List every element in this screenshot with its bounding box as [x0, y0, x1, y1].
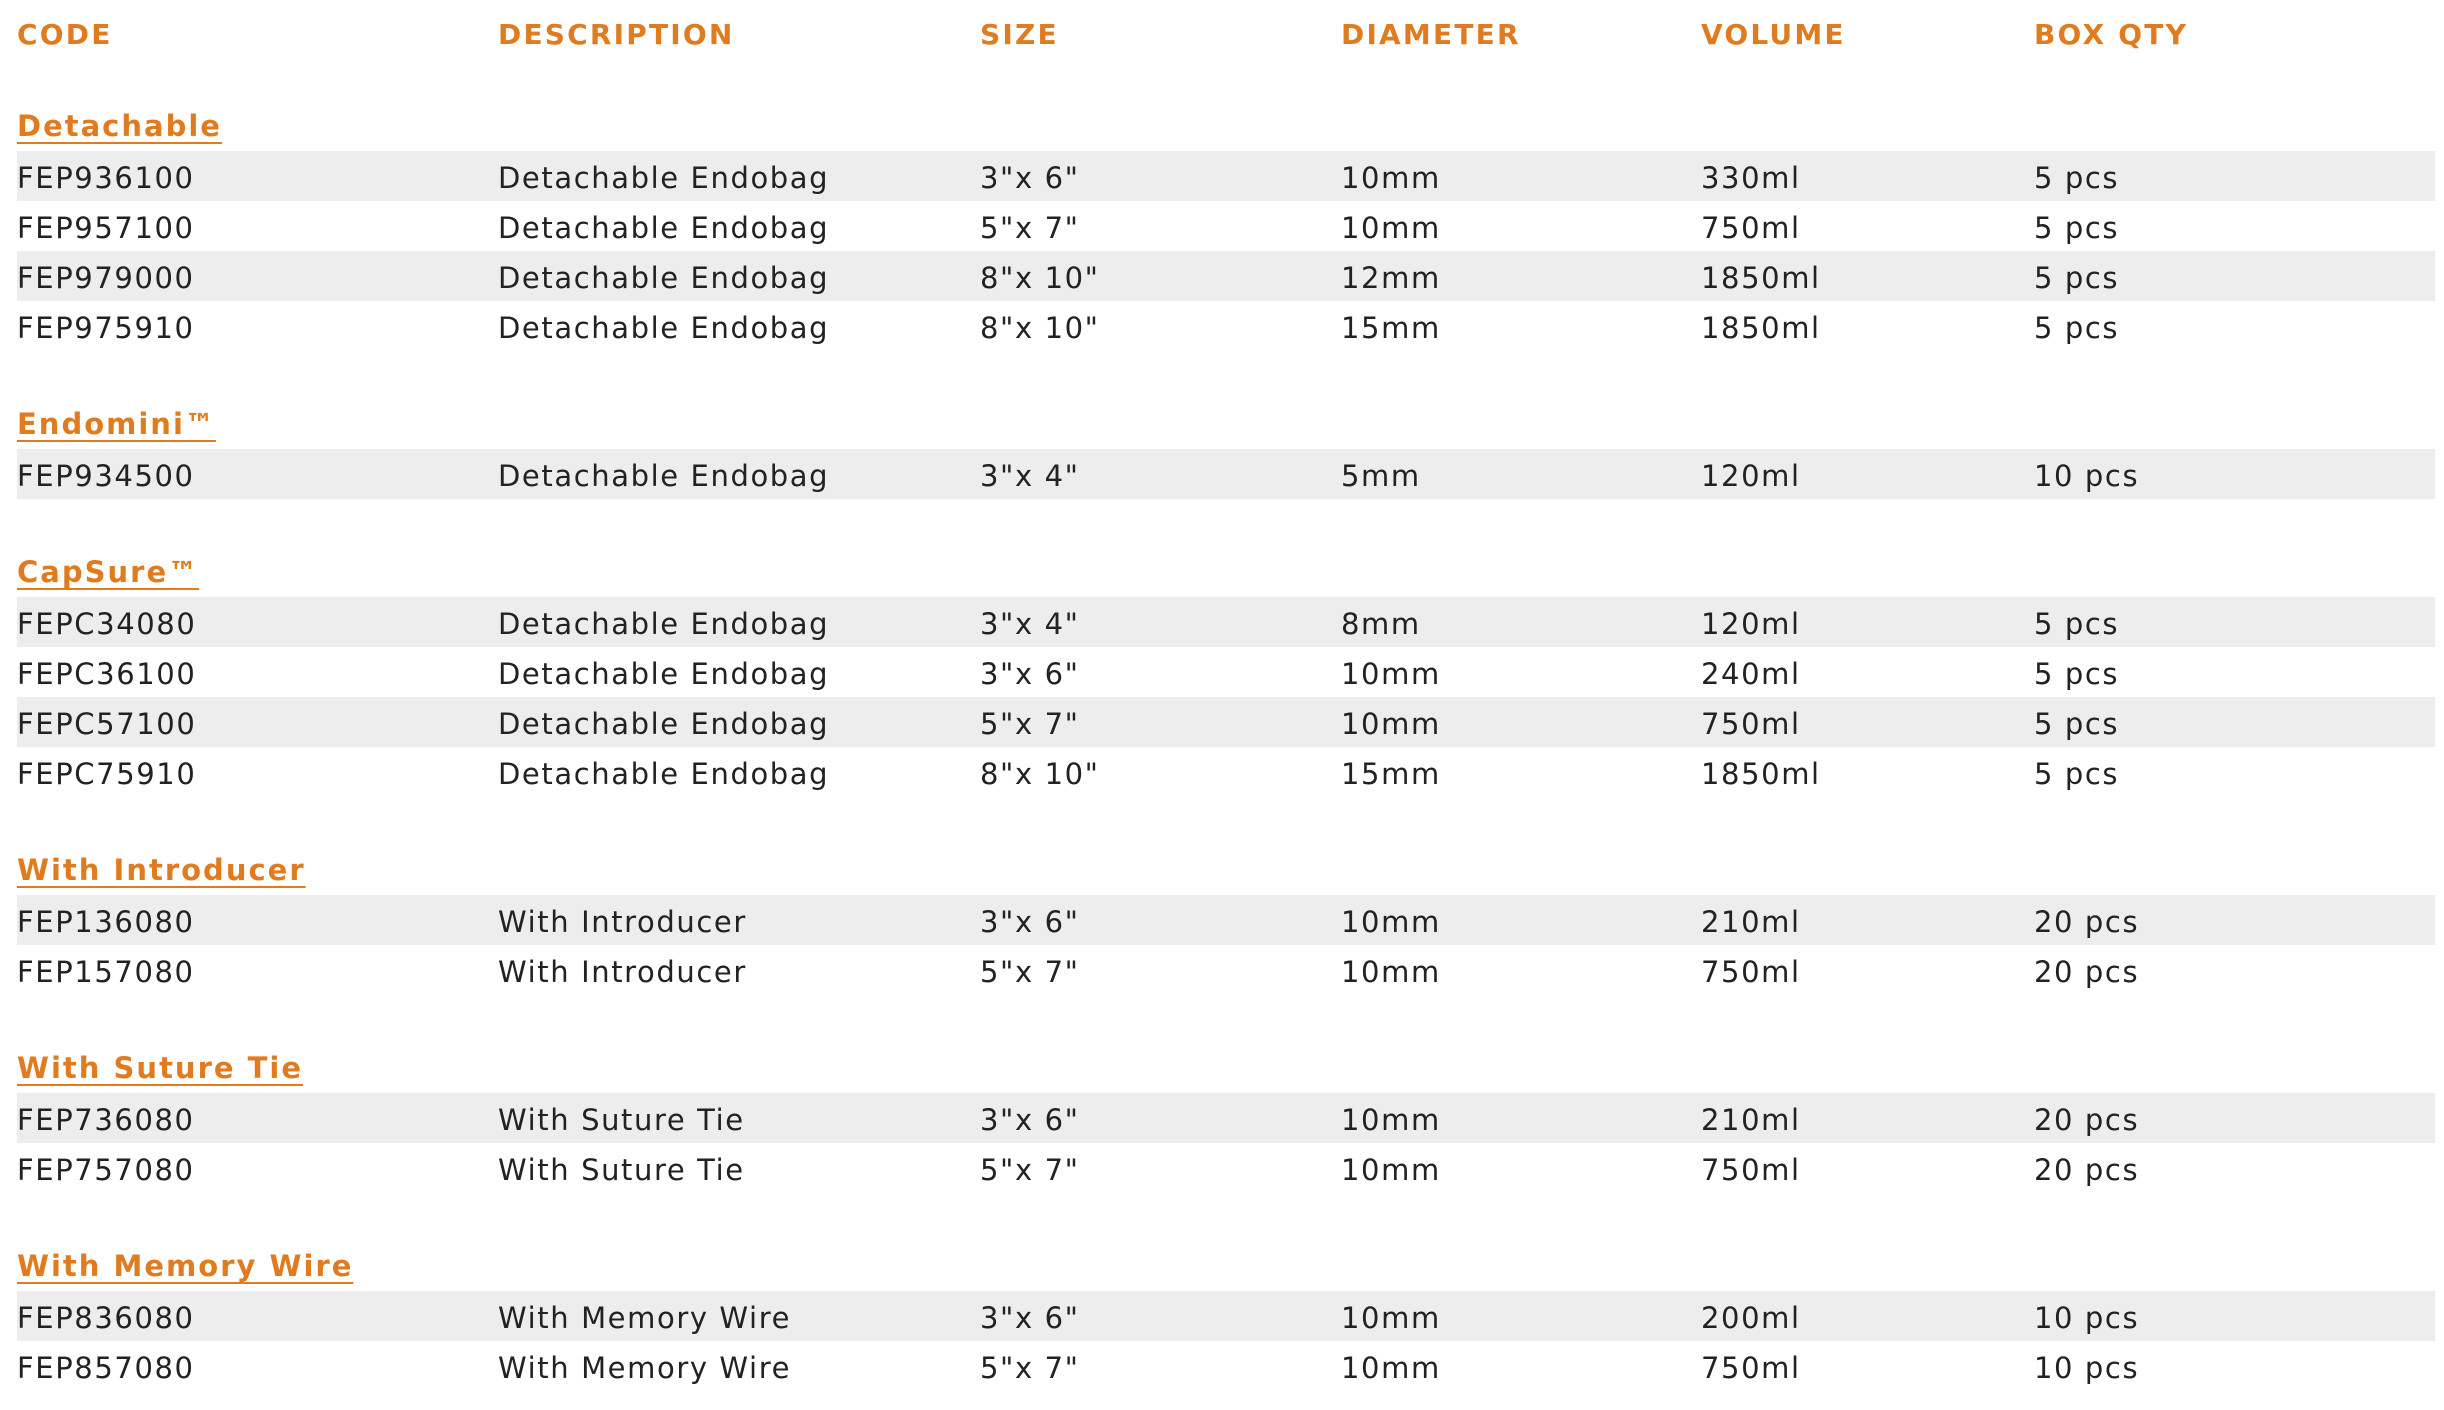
- cell-code: FEP957100: [17, 211, 195, 245]
- cell-size: 5"x 7": [980, 1153, 1080, 1187]
- cell-box-qty: 20 pcs: [2034, 955, 2140, 989]
- cell-size: 3"x 6": [980, 905, 1080, 939]
- header-size: SIZE: [980, 18, 1059, 51]
- cell-volume: 750ml: [1701, 955, 1801, 989]
- group-title-with-suture-tie[interactable]: With Suture Tie: [17, 1051, 304, 1085]
- cell-code: FEP157080: [17, 955, 195, 989]
- cell-code: FEP836080: [17, 1301, 195, 1335]
- cell-box-qty: 5 pcs: [2034, 757, 2120, 791]
- cell-size: 3"x 4": [980, 607, 1080, 641]
- cell-description: With Suture Tie: [498, 1103, 745, 1137]
- cell-box-qty: 5 pcs: [2034, 657, 2120, 691]
- cell-description: With Memory Wire: [498, 1301, 792, 1335]
- cell-description: Detachable Endobag: [498, 707, 830, 741]
- cell-description: Detachable Endobag: [498, 161, 830, 195]
- cell-size: 5"x 7": [980, 955, 1080, 989]
- cell-description: With Introducer: [498, 955, 747, 989]
- cell-size: 3"x 6": [980, 657, 1080, 691]
- table-row: [17, 449, 2435, 499]
- cell-diameter: 10mm: [1341, 905, 1441, 939]
- cell-diameter: 15mm: [1341, 311, 1441, 345]
- cell-diameter: 15mm: [1341, 757, 1441, 791]
- cell-size: 8"x 10": [980, 261, 1100, 295]
- cell-size: 3"x 6": [980, 1103, 1080, 1137]
- header-diameter: DIAMETER: [1341, 18, 1521, 51]
- cell-diameter: 5mm: [1341, 459, 1421, 493]
- cell-volume: 750ml: [1701, 211, 1801, 245]
- cell-code: FEPC36100: [17, 657, 197, 691]
- cell-volume: 1850ml: [1701, 757, 1821, 791]
- table-row: [17, 647, 2435, 697]
- cell-size: 8"x 10": [980, 311, 1100, 345]
- table-row: [17, 201, 2435, 251]
- cell-box-qty: 10 pcs: [2034, 1351, 2140, 1385]
- header-volume: VOLUME: [1701, 18, 1846, 51]
- cell-description: Detachable Endobag: [498, 657, 830, 691]
- cell-code: FEPC75910: [17, 757, 197, 791]
- cell-description: With Memory Wire: [498, 1351, 792, 1385]
- cell-volume: 200ml: [1701, 1301, 1801, 1335]
- cell-volume: 210ml: [1701, 905, 1801, 939]
- cell-volume: 1850ml: [1701, 311, 1821, 345]
- header-code: CODE: [17, 18, 113, 51]
- cell-description: Detachable Endobag: [498, 211, 830, 245]
- group-title-with-memory-wire[interactable]: With Memory Wire: [17, 1249, 354, 1283]
- cell-volume: 750ml: [1701, 1153, 1801, 1187]
- cell-box-qty: 5 pcs: [2034, 161, 2120, 195]
- cell-size: 5"x 7": [980, 1351, 1080, 1385]
- cell-volume: 330ml: [1701, 161, 1801, 195]
- cell-code: FEP975910: [17, 311, 195, 345]
- cell-size: 3"x 6": [980, 161, 1080, 195]
- cell-volume: 750ml: [1701, 1351, 1801, 1385]
- cell-volume: 240ml: [1701, 657, 1801, 691]
- cell-volume: 210ml: [1701, 1103, 1801, 1137]
- cell-size: 8"x 10": [980, 757, 1100, 791]
- group-title-capsure[interactable]: CapSure™: [17, 555, 200, 589]
- group-title-endomini[interactable]: Endomini™: [17, 407, 216, 441]
- cell-box-qty: 5 pcs: [2034, 607, 2120, 641]
- table-row: [17, 301, 2435, 351]
- cell-description: Detachable Endobag: [498, 607, 830, 641]
- cell-code: FEP936100: [17, 161, 195, 195]
- group-title-detachable[interactable]: Detachable: [17, 109, 222, 143]
- cell-code: FEP857080: [17, 1351, 195, 1385]
- cell-box-qty: 20 pcs: [2034, 905, 2140, 939]
- cell-box-qty: 20 pcs: [2034, 1153, 2140, 1187]
- cell-box-qty: 20 pcs: [2034, 1103, 2140, 1137]
- cell-description: With Suture Tie: [498, 1153, 745, 1187]
- cell-description: Detachable Endobag: [498, 757, 830, 791]
- cell-diameter: 10mm: [1341, 1103, 1441, 1137]
- cell-box-qty: 5 pcs: [2034, 311, 2120, 345]
- cell-code: FEP979000: [17, 261, 195, 295]
- cell-box-qty: 10 pcs: [2034, 459, 2140, 493]
- cell-diameter: 10mm: [1341, 1153, 1441, 1187]
- table-row: [17, 1143, 2435, 1193]
- cell-box-qty: 5 pcs: [2034, 211, 2120, 245]
- cell-code: FEP757080: [17, 1153, 195, 1187]
- cell-volume: 750ml: [1701, 707, 1801, 741]
- cell-description: Detachable Endobag: [498, 311, 830, 345]
- cell-size: 3"x 6": [980, 1301, 1080, 1335]
- header-description: DESCRIPTION: [498, 18, 735, 51]
- cell-size: 5"x 7": [980, 707, 1080, 741]
- cell-diameter: 12mm: [1341, 261, 1441, 295]
- cell-size: 3"x 4": [980, 459, 1080, 493]
- table-row: [17, 151, 2435, 201]
- cell-box-qty: 5 pcs: [2034, 261, 2120, 295]
- cell-description: Detachable Endobag: [498, 261, 830, 295]
- cell-code: FEPC34080: [17, 607, 197, 641]
- table-row: [17, 1291, 2435, 1341]
- cell-diameter: 10mm: [1341, 657, 1441, 691]
- cell-diameter: 10mm: [1341, 161, 1441, 195]
- table-row: [17, 747, 2435, 797]
- cell-diameter: 10mm: [1341, 955, 1441, 989]
- cell-description: Detachable Endobag: [498, 459, 830, 493]
- cell-code: FEP736080: [17, 1103, 195, 1137]
- header-box-qty: BOX QTY: [2034, 18, 2189, 51]
- cell-volume: 120ml: [1701, 459, 1801, 493]
- cell-diameter: 10mm: [1341, 1351, 1441, 1385]
- cell-code: FEPC57100: [17, 707, 197, 741]
- cell-volume: 1850ml: [1701, 261, 1821, 295]
- group-title-with-introducer[interactable]: With Introducer: [17, 853, 306, 887]
- cell-code: FEP136080: [17, 905, 195, 939]
- cell-volume: 120ml: [1701, 607, 1801, 641]
- table-row: [17, 1093, 2435, 1143]
- table-row: [17, 251, 2435, 301]
- table-header: [17, 6, 2435, 56]
- cell-description: With Introducer: [498, 905, 747, 939]
- cell-diameter: 10mm: [1341, 707, 1441, 741]
- table-row: [17, 697, 2435, 747]
- table-row: [17, 597, 2435, 647]
- table-row: [17, 945, 2435, 995]
- cell-box-qty: 10 pcs: [2034, 1301, 2140, 1335]
- cell-diameter: 10mm: [1341, 211, 1441, 245]
- cell-diameter: 8mm: [1341, 607, 1421, 641]
- table-row: [17, 895, 2435, 945]
- cell-diameter: 10mm: [1341, 1301, 1441, 1335]
- table-row: [17, 1341, 2435, 1391]
- cell-box-qty: 5 pcs: [2034, 707, 2120, 741]
- cell-size: 5"x 7": [980, 211, 1080, 245]
- cell-code: FEP934500: [17, 459, 195, 493]
